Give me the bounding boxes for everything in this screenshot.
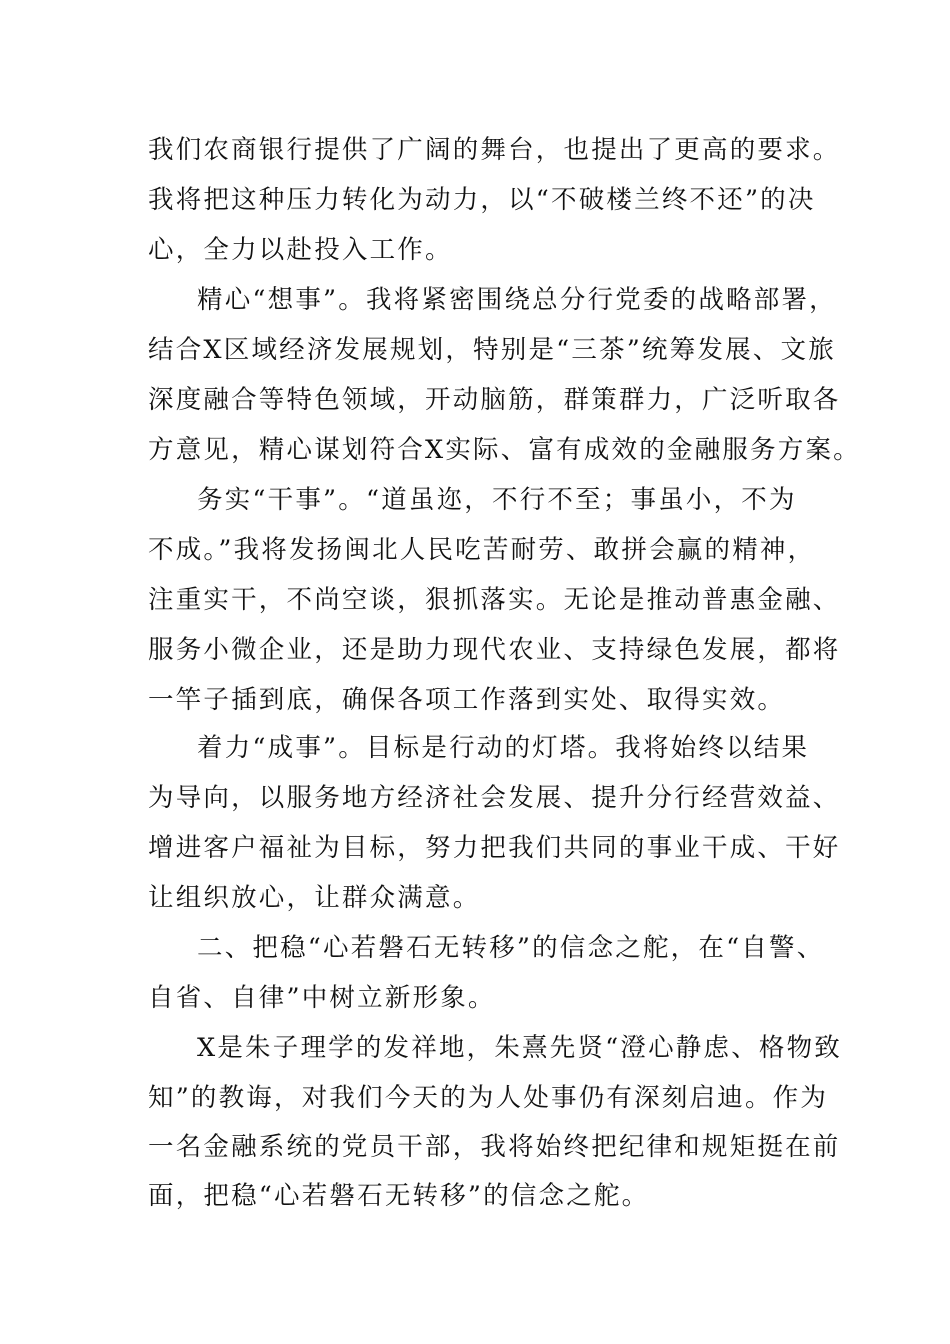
section-heading-line: 自省、自律”中树立新形象。 [148, 983, 496, 1013]
text-line: 为导向，以服务地方经济社会发展、提升分行经营效益、 [148, 783, 841, 813]
paragraph-start-line: 着力“成事”。目标是行动的灯塔。我将始终以结果 [197, 733, 810, 763]
text-line: 服务小微企业，还是助力现代农业、支持绿色发展，都将 [148, 635, 841, 665]
paragraph-start-line: 务实“干事”。“道虽迩，不行不至；事虽小，不为 [197, 485, 797, 515]
text-line: 深度融合等特色领域，开动脑筋，群策群力，广泛听取各 [148, 385, 841, 415]
text-line: 一名金融系统的党员干部，我将始终把纪律和规矩挺在前 [148, 1132, 841, 1162]
paragraph-start-line: 精心“想事”。我将紧密围绕总分行党委的战略部署， [197, 285, 837, 315]
text-line: 不成。”我将发扬闽北人民吃苦耐劳、敢拼会赢的精神， [148, 535, 816, 565]
text-line: 增进客户福祉为目标，努力把我们共同的事业干成、干好 [148, 833, 841, 863]
section-heading-line: 二、把稳“心若磐石无转移”的信念之舵，在“自警、 [197, 933, 825, 963]
paragraph-start-line: X是朱子理学的发祥地，朱熹先贤“澄心静虑、格物致 [197, 1033, 842, 1063]
text-line: 让组织放心，让群众满意。 [148, 883, 481, 913]
text-line: 心，全力以赴投入工作。 [148, 235, 453, 265]
text-line: 注重实干，不尚空谈，狠抓落实。无论是推动普惠金融、 [148, 585, 841, 615]
text-line: 一竿子插到底，确保各项工作落到实处、取得实效。 [148, 685, 786, 715]
text-line: 我将把这种压力转化为动力，以“不破楼兰终不还”的决 [148, 185, 816, 215]
text-line: 方意见，精心谋划符合X实际、富有成效的金融服务方案。 [148, 435, 861, 465]
text-line: 知”的教诲，对我们今天的为人处事仍有深刻启迪。作为 [148, 1083, 829, 1113]
text-line: 我们农商银行提供了广阔的舞台，也提出了更高的要求。 [148, 135, 841, 165]
text-line: 结合X区域经济发展规划，特别是“三茶”统筹发展、文旅 [148, 335, 836, 365]
text-line: 面，把稳“心若磐石无转移”的信念之舵。 [148, 1181, 650, 1211]
